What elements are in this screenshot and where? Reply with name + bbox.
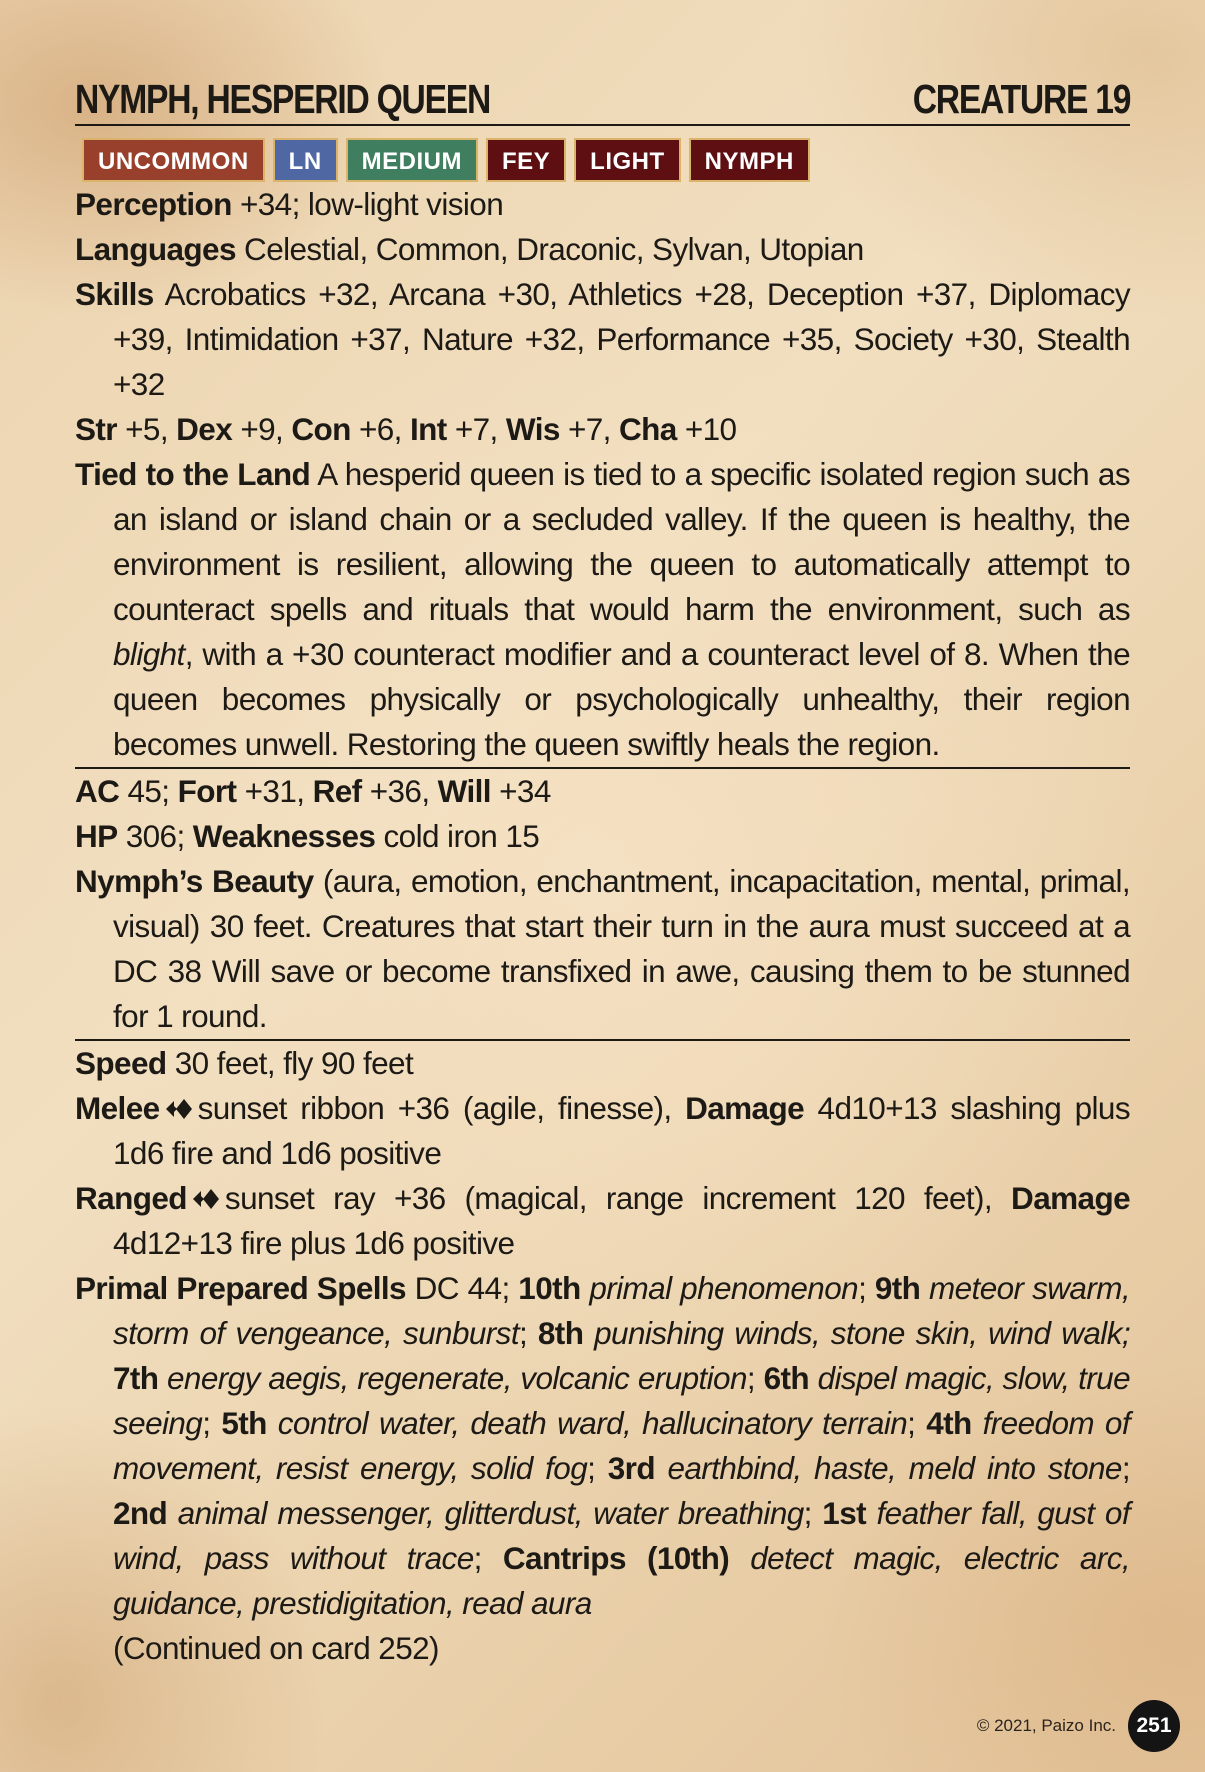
ability-scores: Str +5, Dex +9, Con +6, Int +7, Wis +7, Cha +10 xyxy=(75,411,737,447)
nymphs-beauty: Nymph’s Beauty (aura, emotion, enchantment, incapacitation, mental, primal, visual) 30 feet. Creatures that start their turn in the aura must succeed at a DC 38 Will save or become transfixed in awe, causing them to be stunned for 1 round. xyxy=(75,863,1131,1034)
perception-line: Perception +34; low-light vision xyxy=(75,186,504,222)
continued-note: (Continued on card 252) xyxy=(113,1630,439,1666)
trait-badge-alignment: LN xyxy=(273,138,338,182)
defense-line: AC 45; Fort +31, Ref +36, Will +34 xyxy=(75,773,551,809)
creature-stat-card xyxy=(75,70,1130,1671)
trait-list xyxy=(82,138,1130,182)
melee-strike: Melee sunset ribbon +36 (agile, finesse), Damage 4d10+13 slashing plus 1d6 fire and 1d6 positive xyxy=(75,1090,1130,1171)
primal-prepared-spells: Primal Prepared Spells DC 44; 10th primal phenomenon; 9th meteor swarm, storm of vengeance, sunburst; 8th punishing winds, stone skin, wind walk; 7th energy aegis, regenerate, volcanic eruption; 6th dispel magic, slow, true seeing; 5th control water, death ward, hallucinatory terrain; 4th freedom of movement, resist energy, solid fog; 3rd earthbind, haste, meld into stone; 2nd animal messenger, glitterdust, water breathing; 1st feather fall, gust of wind, pass without trace; Cantrips (10th) detect magic, electric arc, guidance, prestidigitation, read aura xyxy=(75,1270,1131,1621)
page-number: 251 xyxy=(1128,1700,1180,1752)
creature-name: NYMPH, HESPERID QUEEN xyxy=(75,76,491,122)
single-action-icon xyxy=(164,1097,194,1121)
skills-line: Skills Acrobatics +32, Arcana +30, Athletics +28, Deception +37, Diplomacy +39, Intimidation +37, Nature +32, Performance +35, Society +30, Stealth +32 xyxy=(75,276,1130,402)
copyright: © 2021, Paizo Inc. xyxy=(976,1716,1116,1735)
single-action-icon xyxy=(191,1187,221,1211)
title-row xyxy=(75,70,1130,126)
hp-line: HP 306; Weaknesses cold iron 15 xyxy=(75,818,540,854)
trait-badge-light: LIGHT xyxy=(574,138,681,182)
trait-badge-fey: FEY xyxy=(486,138,566,182)
footer xyxy=(0,1700,1180,1752)
ranged-strike: Ranged sunset ray +36 (magical, range increment 120 feet), Damage 4d12+13 fire plus 1d6 positive xyxy=(75,1180,1131,1261)
trait-badge-uncommon: UNCOMMON xyxy=(82,138,265,182)
languages-line: Languages Celestial, Common, Draconic, Sylvan, Utopian xyxy=(75,231,864,267)
trait-badge-nymph: NYMPH xyxy=(689,138,810,182)
speed-line: Speed 30 feet, fly 90 feet xyxy=(75,1045,414,1081)
stat-block xyxy=(75,182,1130,1671)
creature-level: CREATURE 19 xyxy=(912,76,1130,122)
tied-to-the-land: Tied to the Land A hesperid queen is tied to a specific isolated region such as an island or island chain or a secluded valley. If the queen is healthy, the environment is resilient, allowing the queen to automatically attempt to counteract spells and rituals that would harm the environment, such as blight, with a +30 counteract modifier and a counteract level of 8. When the queen becomes physically or psychologically unhealthy, their region becomes unwell. Restoring the queen swiftly heals the region. xyxy=(75,456,1130,762)
trait-badge-size: MEDIUM xyxy=(346,138,478,182)
